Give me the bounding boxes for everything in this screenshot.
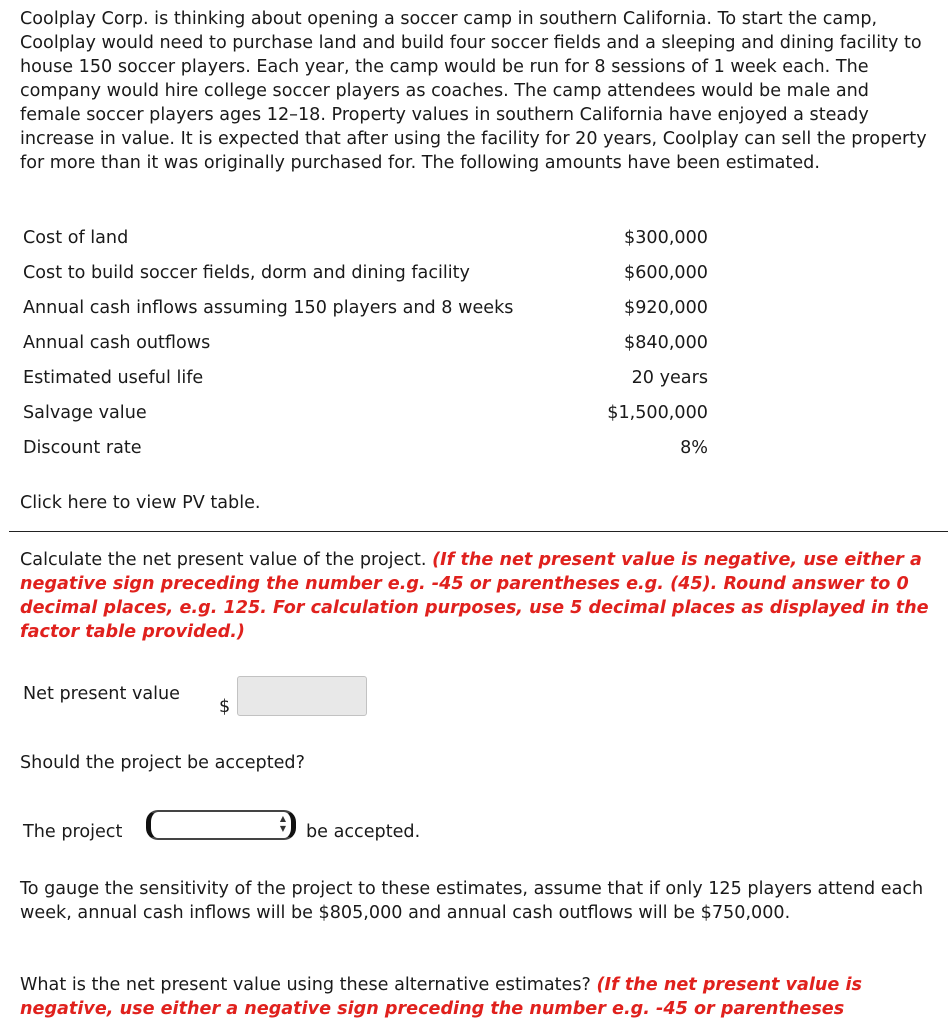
question-npv <box>20 548 935 644</box>
project-label: The project <box>23 822 123 842</box>
accept-question: Should the project be accepted? <box>20 753 305 773</box>
estimate-value: 20 years <box>631 367 708 388</box>
project-accept-select[interactable] <box>146 810 296 840</box>
question-text: Calculate the net present value of the project. <box>20 550 427 570</box>
estimate-value: $840,000 <box>624 332 708 353</box>
intro-paragraph: Coolplay Corp. is thinking about opening a soccer camp in southern California. To start the camp, Coolplay would need to purchase land and build four soccer fields and a sleeping and dining facility to house 150 soccer players. Each year, the camp would be run for 8 sessions of 1 week each. The company would hire college soccer players as coaches. The camp attendees would be male and female soccer players ages 12–18. Property values in southern California have enjoyed a steady increase in value. It is expected that after using the facility for 20 years, Coolplay can sell the property for more than it was originally purchased for. The following amounts have been estimated. <box>20 9 927 173</box>
table-row <box>17 220 714 255</box>
estimate-value: $1,500,000 <box>607 402 708 423</box>
question-instruction: (If the net present value is negative, use either a negative sign preceding the number e.g. -45 or parentheses <box>20 975 862 1019</box>
estimate-label: Discount rate <box>23 437 142 458</box>
table-row <box>17 360 714 395</box>
estimate-label: Salvage value <box>23 402 147 423</box>
question-alt-npv <box>20 973 935 1021</box>
estimate-label: Cost of land <box>23 227 129 248</box>
sensitivity-paragraph: To gauge the sensitivity of the project to these estimates, assume that if only 125 players attend each week, annual cash inflows will be $805,000 and annual cash outflows will be $750,000. <box>20 879 924 923</box>
table-row <box>17 430 714 465</box>
estimate-value: 8% <box>680 437 708 458</box>
estimate-value: $300,000 <box>624 227 708 248</box>
question-text: What is the net present value using these alternative estimates? <box>20 975 591 995</box>
estimate-label: Annual cash inflows assuming 150 players and 8 weeks <box>23 297 514 318</box>
question-instruction: (If the net present value is negative, use either a negative sign preceding the number e.g. -45 or parentheses e.g. (45). Round answer to 0 decimal places, e.g. 125. For calculation purposes, use 5 decimal places as displayed in the factor table provided.) <box>20 550 929 642</box>
estimate-label: Annual cash outflows <box>23 332 211 353</box>
currency-symbol: $ <box>219 697 231 717</box>
table-row <box>17 325 714 360</box>
npv-label: Net present value <box>23 684 181 704</box>
pv-table-link[interactable]: Click here to view PV table. <box>20 493 261 513</box>
project-suffix: be accepted. <box>306 822 421 842</box>
estimate-label: Cost to build soccer fields, dorm and dining facility <box>23 262 470 283</box>
section-divider <box>9 531 948 532</box>
table-row <box>17 395 714 430</box>
estimate-value: $920,000 <box>624 297 708 318</box>
estimate-value: $600,000 <box>624 262 708 283</box>
npv-input[interactable] <box>237 676 367 716</box>
estimate-label: Estimated useful life <box>23 367 204 388</box>
estimates-table <box>17 220 714 465</box>
table-row <box>17 255 714 290</box>
table-row <box>17 290 714 325</box>
select-arrows-icon: ▲ ▼ <box>279 814 287 833</box>
